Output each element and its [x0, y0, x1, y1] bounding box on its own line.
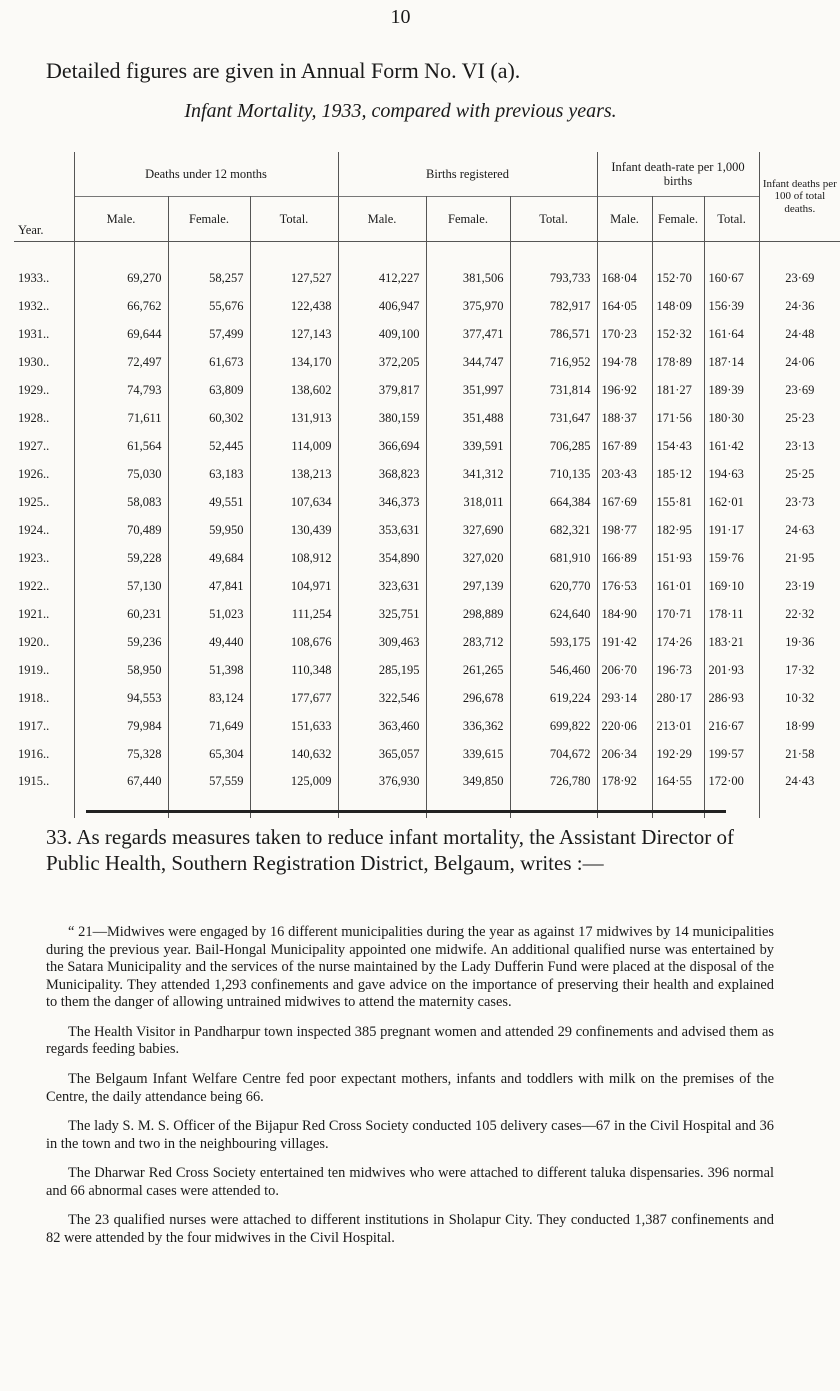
- data-cell: 619,224: [510, 684, 597, 712]
- data-cell: 171·56: [652, 404, 704, 432]
- data-cell: 322,546: [338, 684, 426, 712]
- column-header: Female.: [168, 197, 250, 242]
- year-cell: 1916..: [14, 740, 74, 768]
- data-cell: 25·25: [785, 466, 815, 481]
- table-title: Infant Mortality, 1933, compared with previous years.: [184, 100, 617, 122]
- data-cell: 71,649: [168, 712, 250, 740]
- data-cell: 309,463: [338, 628, 426, 656]
- data-cell: 10·32: [785, 690, 815, 705]
- data-cell: 368,823: [338, 460, 426, 488]
- data-cell: 21·95: [785, 550, 815, 565]
- data-cell: 178·92: [597, 768, 652, 818]
- table-row: [14, 544, 840, 572]
- data-cell: 47,841: [168, 572, 250, 600]
- data-cell: 365,057: [338, 740, 426, 768]
- year-cell: 1918..: [14, 684, 74, 712]
- report-paragraph: The Belgaum Infant Welfare Centre fed poor expectant mothers, infants and toddlers with milk on the premises of the Centre, the daily attendance being 66.: [46, 1070, 774, 1105]
- report-paragraph: The lady S. M. S. Officer of the Bijapur Red Cross Society conducted 105 delivery cases—67 in the Civil Hospital and 36 in the town and two in the neighbouring villages.: [46, 1118, 774, 1152]
- data-cell: 23·73: [785, 494, 815, 509]
- data-cell: 336,362: [426, 712, 510, 740]
- data-cell: 351,488: [426, 404, 510, 432]
- data-cell: 293·14: [597, 684, 652, 712]
- data-cell: 206·34: [597, 740, 652, 768]
- data-cell: 261,265: [426, 656, 510, 684]
- data-cell: 699,822: [510, 712, 597, 740]
- data-cell: 280·17: [652, 684, 704, 712]
- column-header: Total.: [250, 197, 338, 242]
- data-cell: 325,751: [338, 600, 426, 628]
- data-cell: 546,460: [510, 656, 597, 684]
- data-cell: 140,632: [250, 740, 338, 768]
- table-row: [14, 628, 840, 656]
- data-cell: 318,011: [426, 488, 510, 516]
- table-row: [14, 320, 840, 348]
- data-cell: 138,213: [250, 460, 338, 488]
- table-row: [14, 292, 840, 320]
- table-row: [14, 242, 840, 293]
- report-paragraph: The 23 qualified nurses were attached to different institutions in Sholapur City. They conducted 1,387 confinements and 82 were attended by the four midwives in the Civil Hospital.: [46, 1212, 774, 1246]
- table-row: [14, 376, 840, 404]
- data-cell: 183·21: [704, 628, 759, 656]
- data-cell: 63,183: [168, 460, 250, 488]
- table-row: [14, 684, 840, 712]
- data-cell: 172·00: [704, 768, 759, 818]
- data-cell: 108,912: [250, 544, 338, 572]
- data-cell: 323,631: [338, 572, 426, 600]
- data-cell: 83,124: [168, 684, 250, 712]
- data-cell: 122,438: [250, 292, 338, 320]
- data-cell: 339,615: [426, 740, 510, 768]
- year-cell: 1928..: [14, 404, 74, 432]
- report-paragraph: “ 21—Midwives were engaged by 16 different municipalities during the year as against 17 midwives by 14 municipalities during the previous year. Bail-Hongal Municipality appointed one midwife. An additional qualified nurse was entertained by the Satara Municipality and the services of the nurse maintained by the Lady Dufferin Fund were placed at the disposal of the Municipality. They attended 1,293 confinements and gave advice on the importance of preserving their health and explained to them the danger of allowing untrained midwives to attend the maternity cases.: [46, 924, 774, 1011]
- data-cell: 731,814: [510, 376, 597, 404]
- data-cell: 372,205: [338, 348, 426, 376]
- data-cell: 286·93: [704, 684, 759, 712]
- data-cell: 23·69: [785, 382, 815, 397]
- data-cell: 168·04: [597, 242, 652, 293]
- data-cell: 380,159: [338, 404, 426, 432]
- data-cell: 170·23: [597, 320, 652, 348]
- data-cell: 354,890: [338, 544, 426, 572]
- data-cell: 624,640: [510, 600, 597, 628]
- data-cell: 363,460: [338, 712, 426, 740]
- data-cell: 327,690: [426, 516, 510, 544]
- data-cell: 125,009: [250, 768, 338, 818]
- table-row: [14, 404, 840, 432]
- data-cell: 166·89: [597, 544, 652, 572]
- data-cell: 192·29: [652, 740, 704, 768]
- data-cell: 161·42: [704, 432, 759, 460]
- data-cell: 201·93: [704, 656, 759, 684]
- year-cell: 1925..: [14, 488, 74, 516]
- table-row: [14, 572, 840, 600]
- deaths-group-header: Deaths under 12 months: [74, 152, 338, 197]
- data-cell: 681,910: [510, 544, 597, 572]
- data-cell: 59,228: [74, 544, 168, 572]
- data-cell: 160·67: [704, 242, 759, 293]
- data-cell: 341,312: [426, 460, 510, 488]
- data-cell: 406,947: [338, 292, 426, 320]
- year-cell: 1927..: [14, 432, 74, 460]
- data-cell: 188·37: [597, 404, 652, 432]
- column-header: Total.: [704, 197, 759, 242]
- data-cell: 63,809: [168, 376, 250, 404]
- data-cell: 60,231: [74, 600, 168, 628]
- data-cell: 66,762: [74, 292, 168, 320]
- table-row: [14, 516, 840, 544]
- data-cell: 726,780: [510, 768, 597, 818]
- infant-deaths-header: Infant deaths per 100 of total deaths.: [759, 152, 840, 242]
- data-cell: 23·69: [785, 271, 815, 285]
- data-cell: 70,489: [74, 516, 168, 544]
- data-cell: 167·89: [597, 432, 652, 460]
- data-cell: 409,100: [338, 320, 426, 348]
- table-body: [14, 242, 840, 819]
- data-cell: 344,747: [426, 348, 510, 376]
- data-cell: 793,733: [510, 242, 597, 293]
- data-cell: 110,348: [250, 656, 338, 684]
- data-cell: 59,236: [74, 628, 168, 656]
- data-cell: 49,684: [168, 544, 250, 572]
- column-header: Female.: [652, 197, 704, 242]
- data-cell: 167·69: [597, 488, 652, 516]
- data-cell: 152·32: [652, 320, 704, 348]
- data-cell: 154·43: [652, 432, 704, 460]
- data-cell: 75,030: [74, 460, 168, 488]
- data-cell: 61,673: [168, 348, 250, 376]
- year-cell: 1924..: [14, 516, 74, 544]
- data-cell: 782,917: [510, 292, 597, 320]
- year-cell: 1922..: [14, 572, 74, 600]
- data-cell: 94,553: [74, 684, 168, 712]
- data-cell: 58,083: [74, 488, 168, 516]
- section-heading: Detailed figures are given in Annual Form No. VI (a).: [46, 58, 521, 83]
- data-cell: 283,712: [426, 628, 510, 656]
- data-cell: 346,373: [338, 488, 426, 516]
- data-cell: 61,564: [74, 432, 168, 460]
- table-row: [14, 432, 840, 460]
- data-cell: 108,676: [250, 628, 338, 656]
- data-cell: 327,020: [426, 544, 510, 572]
- data-cell: 191·42: [597, 628, 652, 656]
- column-header: Female.: [426, 197, 510, 242]
- data-cell: 174·26: [652, 628, 704, 656]
- data-cell: 182·95: [652, 516, 704, 544]
- data-cell: 156·39: [704, 292, 759, 320]
- data-cell: 55,676: [168, 292, 250, 320]
- data-cell: 111,254: [250, 600, 338, 628]
- data-cell: 24·63: [785, 522, 815, 537]
- table-row: [14, 488, 840, 516]
- year-cell: 1923..: [14, 544, 74, 572]
- data-cell: 191·17: [704, 516, 759, 544]
- data-cell: 18·99: [785, 718, 815, 733]
- year-cell: 1933..: [14, 242, 74, 293]
- data-cell: 131,913: [250, 404, 338, 432]
- report-paragraph: The Dharwar Red Cross Society entertained ten midwives who were attached to different taluka dispensaries. 396 normal and 66 abnormal cases were attended to.: [46, 1165, 774, 1199]
- year-cell: 1917..: [14, 712, 74, 740]
- data-cell: 716,952: [510, 348, 597, 376]
- table-row: [14, 348, 840, 376]
- data-cell: 196·73: [652, 656, 704, 684]
- data-cell: 381,506: [426, 242, 510, 293]
- year-cell: 1931..: [14, 320, 74, 348]
- data-cell: 203·43: [597, 460, 652, 488]
- data-cell: 298,889: [426, 600, 510, 628]
- births-group-header: Births registered: [338, 152, 597, 197]
- year-cell: 1921..: [14, 600, 74, 628]
- data-cell: 161·64: [704, 320, 759, 348]
- data-cell: 296,678: [426, 684, 510, 712]
- data-cell: 731,647: [510, 404, 597, 432]
- infant-mortality-table: [14, 152, 840, 818]
- data-cell: 189·39: [704, 376, 759, 404]
- report-paragraph: The Health Visitor in Pandharpur town inspected 385 pregnant women and attended 29 confinements and advised them as regards feeding babies.: [46, 1023, 774, 1058]
- year-cell: 1915..: [14, 768, 74, 818]
- data-cell: 353,631: [338, 516, 426, 544]
- data-cell: 297,139: [426, 572, 510, 600]
- data-cell: 104,971: [250, 572, 338, 600]
- year-cell: 1929..: [14, 376, 74, 404]
- data-cell: 181·27: [652, 376, 704, 404]
- column-header: Male.: [74, 197, 168, 242]
- year-cell: 1919..: [14, 656, 74, 684]
- data-cell: 194·63: [704, 460, 759, 488]
- table-row: [14, 712, 840, 740]
- table-row: [14, 740, 840, 768]
- data-cell: 79,984: [74, 712, 168, 740]
- data-cell: 169·10: [704, 572, 759, 600]
- data-cell: 786,571: [510, 320, 597, 348]
- data-cell: 114,009: [250, 432, 338, 460]
- data-cell: 148·09: [652, 292, 704, 320]
- data-cell: 107,634: [250, 488, 338, 516]
- data-cell: 194·78: [597, 348, 652, 376]
- data-cell: 74,793: [74, 376, 168, 404]
- table-row: [14, 600, 840, 628]
- data-cell: 196·92: [597, 376, 652, 404]
- data-cell: 67,440: [74, 768, 168, 818]
- data-cell: 24·43: [785, 774, 815, 788]
- data-cell: 22·32: [785, 606, 815, 621]
- data-cell: 159·76: [704, 544, 759, 572]
- column-header: Male.: [597, 197, 652, 242]
- data-cell: 198·77: [597, 516, 652, 544]
- data-cell: 199·57: [704, 740, 759, 768]
- data-cell: 178·11: [704, 600, 759, 628]
- data-cell: 706,285: [510, 432, 597, 460]
- data-cell: 377,471: [426, 320, 510, 348]
- data-cell: 366,694: [338, 432, 426, 460]
- data-cell: 130,439: [250, 516, 338, 544]
- rate-group-header: Infant death-rate per 1,000 births: [597, 152, 759, 197]
- data-cell: 620,770: [510, 572, 597, 600]
- data-cell: 164·55: [652, 768, 704, 818]
- data-cell: 69,270: [74, 242, 168, 293]
- column-header: Total.: [510, 197, 597, 242]
- data-cell: 162·01: [704, 488, 759, 516]
- data-cell: 351,997: [426, 376, 510, 404]
- data-cell: 58,950: [74, 656, 168, 684]
- data-cell: 349,850: [426, 768, 510, 818]
- data-cell: 216·67: [704, 712, 759, 740]
- data-cell: 21·58: [785, 746, 815, 761]
- data-cell: 151,633: [250, 712, 338, 740]
- data-cell: 704,672: [510, 740, 597, 768]
- data-cell: 206·70: [597, 656, 652, 684]
- data-cell: 138,602: [250, 376, 338, 404]
- data-cell: 161·01: [652, 572, 704, 600]
- data-cell: 71,611: [74, 404, 168, 432]
- data-cell: 23·19: [785, 578, 815, 593]
- column-header: Male.: [338, 197, 426, 242]
- data-cell: 412,227: [338, 242, 426, 293]
- data-cell: 170·71: [652, 600, 704, 628]
- data-cell: 213·01: [652, 712, 704, 740]
- table-row: [14, 656, 840, 684]
- data-cell: 25·23: [785, 410, 815, 425]
- data-cell: 51,398: [168, 656, 250, 684]
- data-cell: 60,302: [168, 404, 250, 432]
- data-cell: 127,527: [250, 242, 338, 293]
- data-cell: 24·36: [785, 298, 815, 313]
- data-cell: 339,591: [426, 432, 510, 460]
- paragraph-33: 33. As regards measures taken to reduce infant mortality, the Assistant Director of Public Health, Southern Registration District, Belgaum, writes :—: [46, 825, 734, 876]
- data-cell: 69,644: [74, 320, 168, 348]
- data-cell: 49,440: [168, 628, 250, 656]
- year-cell: 1926..: [14, 460, 74, 488]
- data-cell: 155·81: [652, 488, 704, 516]
- data-cell: 72,497: [74, 348, 168, 376]
- data-cell: 75,328: [74, 740, 168, 768]
- data-cell: 664,384: [510, 488, 597, 516]
- quoted-report: [46, 924, 774, 1259]
- data-cell: 49,551: [168, 488, 250, 516]
- data-cell: 152·70: [652, 242, 704, 293]
- data-cell: 24·06: [785, 354, 815, 369]
- data-cell: 57,499: [168, 320, 250, 348]
- data-cell: 57,130: [74, 572, 168, 600]
- data-cell: 59,950: [168, 516, 250, 544]
- data-cell: 180·30: [704, 404, 759, 432]
- data-cell: 178·89: [652, 348, 704, 376]
- data-cell: 187·14: [704, 348, 759, 376]
- data-cell: 24·48: [785, 326, 815, 341]
- data-cell: 51,023: [168, 600, 250, 628]
- data-cell: 58,257: [168, 242, 250, 293]
- data-cell: 52,445: [168, 432, 250, 460]
- data-cell: 220·06: [597, 712, 652, 740]
- data-cell: 379,817: [338, 376, 426, 404]
- data-cell: 19·36: [785, 634, 815, 649]
- data-cell: 134,170: [250, 348, 338, 376]
- data-cell: 184·90: [597, 600, 652, 628]
- data-cell: 375,970: [426, 292, 510, 320]
- year-cell: 1932..: [14, 292, 74, 320]
- year-cell: 1930..: [14, 348, 74, 376]
- data-cell: 710,135: [510, 460, 597, 488]
- data-cell: 285,195: [338, 656, 426, 684]
- data-cell: 151·93: [652, 544, 704, 572]
- data-cell: 177,677: [250, 684, 338, 712]
- page-number: 10: [390, 6, 411, 28]
- data-cell: 17·32: [785, 662, 815, 677]
- data-cell: 57,559: [168, 768, 250, 818]
- data-cell: 164·05: [597, 292, 652, 320]
- data-cell: 65,304: [168, 740, 250, 768]
- year-header: Year.: [14, 152, 74, 242]
- table-row: [14, 460, 840, 488]
- data-cell: 185·12: [652, 460, 704, 488]
- data-cell: 376,930: [338, 768, 426, 818]
- data-cell: 23·13: [785, 438, 815, 453]
- data-cell: 176·53: [597, 572, 652, 600]
- data-cell: 593,175: [510, 628, 597, 656]
- year-cell: 1920..: [14, 628, 74, 656]
- table-bottom-rule: [86, 810, 726, 813]
- data-cell: 127,143: [250, 320, 338, 348]
- data-cell: 682,321: [510, 516, 597, 544]
